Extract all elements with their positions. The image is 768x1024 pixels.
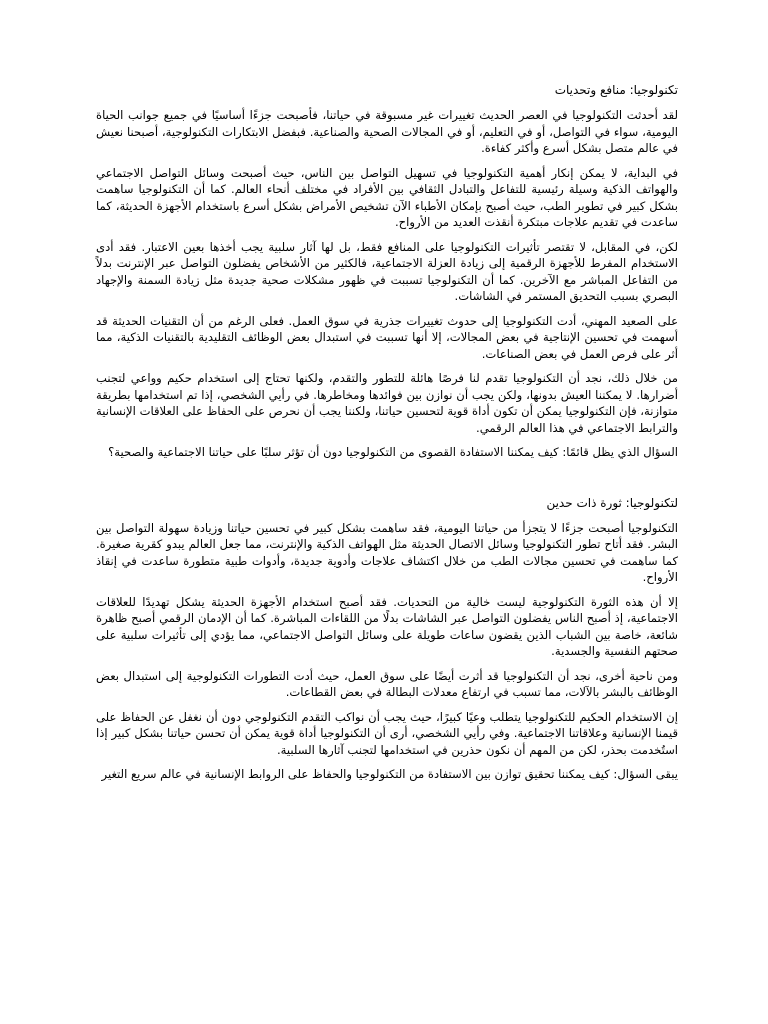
closing-question: السؤال الذي يظل قائمًا: كيف يمكننا الاستفادة القصوى من التكنولوجيا دون أن تؤثر سلبًا على حياتنا الاجتماعية والصحية؟ — [108, 445, 678, 459]
paragraph: لقد أحدثت التكنولوجيا في العصر الحديث تغييرات غير مسبوقة في حياتنا، فأصبحت جزءًا أساسيًا في جميع جوانب الحياة اليومية، سواء في التواصل، أو في التعليم، أو في المجالات الصحية والصناعية. فبفضل الابتكارات التكنولوجية، أصبحنا نعيش في عالم متصل بشكل أسرع وأكثر كفاءة. — [96, 108, 678, 155]
paragraph: التكنولوجيا أصبحت جزءًا لا يتجزأ من حياتنا اليومية، فقد ساهمت بشكل كبير في تحسين حياتنا وزيادة سهولة التواصل بين البشر. فقد أتاح تطور التكنولوجيا وسائل الاتصال الحديثة مثل الهواتف الذكية والإنترنت، مما جعل العالم يبدو كقرية صغيرة. كما ساهمت في تحسين مجالات الطب من خلال اكتشاف علاجات وأدوية جديدة، وأدوات طبية متطورة ساعدت في إنقاذ الأرواح. — [96, 520, 678, 584]
paragraph: لكن، في المقابل، لا تقتصر تأثيرات التكنولوجيا على المنافع فقط، بل لها آثار سلبية يجب أخذها بعين الاعتبار. فقد أدى الاستخدام المفرط للأجهزة الرقمية إلى زيادة العزلة الاجتماعية، فالكثير من الأشخاص يفضلون التواصل عبر الإنترنت بدلاً من التفاعل المباشر مع الآخرين. كما أن التكنولوجيا تسببت في ظهور مشكلات صحية جديدة مثل زيادة السمنة والإجهاد البصري بسبب التحديق المستمر في الشاشات. — [96, 239, 678, 303]
paragraph: إلا أن هذه الثورة التكنولوجية ليست خالية من التحديات. فقد أصبح استخدام الأجهزة الحديثة يشكل تهديدًا للعلاقات الاجتماعية، إذ أصبح الناس يفضلون التواصل عبر الشاشات بدلًا من اللقاءات المباشرة. كما أن الإدمان الرقمي أصبح ظاهرة شائعة، خاصة بين الشباب الذين يقضون ساعات طويلة على وسائل التواصل الاجتماعي، مما يؤدي إلى تأثيرات سلبية على صحتهم النفسية والجسدية. — [96, 594, 678, 658]
paragraph: على الصعيد المهني، أدت التكنولوجيا إلى حدوث تغييرات جذرية في سوق العمل. فعلى الرغم من أن التقنيات الحديثة قد أسهمت في تحسين الإنتاجية في بعض المجالات، إلا أنها تسببت في استبدال بعض الوظائف التقليدية بالتقنيات الذكية، مما أثر على فرص العمل في بعض الصناعات. — [96, 313, 678, 361]
article-title: لتكنولوجيا: ثورة ذات حدين — [546, 495, 678, 510]
article-technology-double-edged — [96, 495, 678, 783]
paragraph: إن الاستخدام الحكيم للتكنولوجيا يتطلب وعيًا كبيرًا، حيث يجب أن نواكب التقدم التكنولوجي دون أن نغفل عن الحفاظ على قيمنا الإنسانية وعلاقاتنا الاجتماعية. وفي رأيي الشخصي، أرى أن التكنولوجيا أداة قوية يمكن أن تحسن حياتنا بشكل كبير إذا استُخدمت بحذر، لكن من المهم أن نكون حذرين في استخدامها لتجنب آثارها السلبية. — [96, 709, 678, 757]
paragraph: ومن ناحية أخرى، نجد أن التكنولوجيا قد أثرت أيضًا على سوق العمل، حيث أدت التطورات التكنولوجية إلى استبدال بعض الوظائف بالبشر بالآلات، مما تسبب في ارتفاع معدلات البطالة في بعض القطاعات. — [96, 668, 678, 699]
article-title: تكنولوجيا: منافع وتحديات — [554, 83, 678, 97]
paragraph: من خلال ذلك، نجد أن التكنولوجيا تقدم لنا فرصًا هائلة للتطور والتقدم، ولكنها تحتاج إلى استخدام حكيم وواعي لتجنب أضرارها. لا يمكننا العيش بدونها، ولكن يجب أن نوازن بين فوائدها ومخاطرها. في رأيي الشخصي، إذا تم استخدامها بطريقة متوازنة، فإن التكنولوجيا يمكن أن تكون أداة قوية لتحسين حياتنا، ولكننا يجب أن نحرص على الحفاظ على العلاقات الإنسانية والترابط الاجتماعي في هذا العالم الرقمي. — [96, 371, 678, 435]
paragraph: في البداية، لا يمكن إنكار أهمية التكنولوجيا في تسهيل التواصل بين الناس، حيث أصبحت وسائل التواصل الاجتماعي والهواتف الذكية وسيلة رئيسية للتفاعل والتبادل الثقافي بين الأفراد في مختلف أنحاء العالم. كما أن التكنولوجيا ساهمت بشكل كبير في تطوير الطب، حيث أصبح بإمكان الأطباء الآن تشخيص الأمراض بشكل أسرع باستخدام الأجهزة الحديثة، كما ساعدت في تقديم علاجات مبتكرة أنقذت العديد من الأرواح. — [96, 165, 678, 229]
article-technology-benefits-challenges — [96, 82, 678, 461]
closing-question: يبقى السؤال: كيف يمكننا تحقيق توازن بين الاستفادة من التكنولوجيا والحفاظ على الروابط الإنسانية في عالم سريع التغير — [101, 767, 678, 781]
